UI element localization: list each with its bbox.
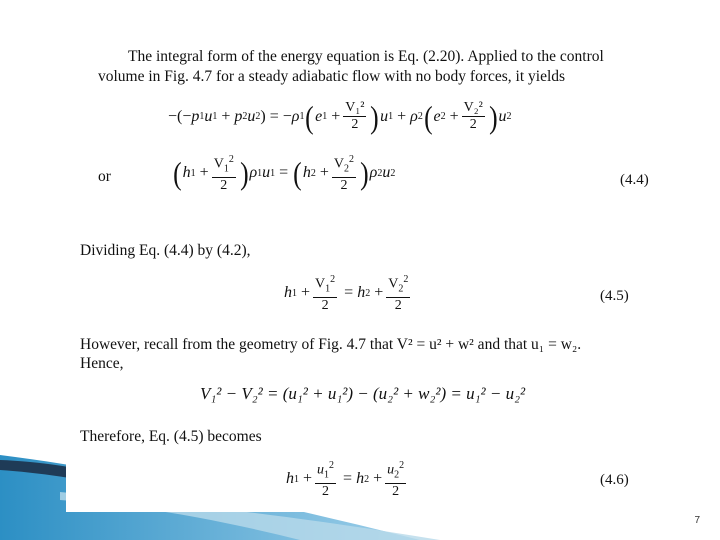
frac-v1-squared: V₁² bbox=[345, 100, 365, 115]
equation-energy-balance: −(− p 1 u 1 + p 2 u 2 ) = − ρ 1 ( e 1 + $\frac{\text{V₁²}}{2}$ ) u 1 + ρ 2 ( e 2 + $\frac{\text{V₂²}}{2}$ ) u 2 bbox=[168, 98, 512, 135]
paragraph-3-line-2: Hence, bbox=[80, 355, 124, 372]
eq-equals-minus: ) = − bbox=[260, 107, 292, 125]
paragraph-1-line-2: volume in Fig. 4.7 for a steady adiabatic flow with no body forces, it yields bbox=[98, 68, 566, 85]
eq-4-4-equals: = bbox=[279, 164, 289, 182]
paragraph-4: Therefore, Eq. (4.5) becomes bbox=[80, 428, 262, 445]
paragraph-1-line-1: The integral form of the energy equation is Eq. (2.20). Applied to the control bbox=[128, 48, 604, 65]
equation-number-4-5: (4.5) bbox=[600, 288, 629, 304]
paragraph-3-line-1: However, recall from the geometry of Fig. 4.7 that V² = u² + w² and that u₁ = w₂. bbox=[80, 336, 582, 353]
equation-number-4-6: (4.6) bbox=[600, 472, 629, 488]
eq-plus-3: + bbox=[397, 107, 407, 125]
eq-lhs-open: −(− bbox=[168, 107, 192, 125]
paragraph-2: Dividing Eq. (4.4) by (4.2), bbox=[80, 242, 251, 259]
frac-denominator: 2 bbox=[351, 117, 359, 132]
equation-4-6: h 1 + $\frac{u_1^2}{2}$ = h 2 + $\frac{u_2^2}{2}$ bbox=[286, 460, 405, 500]
equation-4-5: h 1 + $\frac{V_1^2}{2}$ = h 2 + $\frac{V_2^2}{2}$ bbox=[284, 274, 409, 314]
eq-plus: + bbox=[221, 107, 231, 125]
page-number: 7 bbox=[694, 515, 700, 526]
equation-4-4: ( h 1 + $\frac{V_1^2}{2}$ ) ρ 1 u 1 = ( h 2 + $\frac{V_2^2}{2}$ ) ρ 2 u 2 bbox=[173, 154, 396, 194]
equation-number-4-4: (4.4) bbox=[620, 172, 649, 188]
or-label: or bbox=[98, 168, 111, 185]
equation-velocity-components: V₁² − V₂² = (u₁² + u₁²) − (u₂² + w₂²) = u₁² − u₂² bbox=[200, 384, 526, 403]
eq-plus-2: + bbox=[331, 107, 341, 125]
frac-v2-squared: V₂² bbox=[463, 100, 483, 115]
